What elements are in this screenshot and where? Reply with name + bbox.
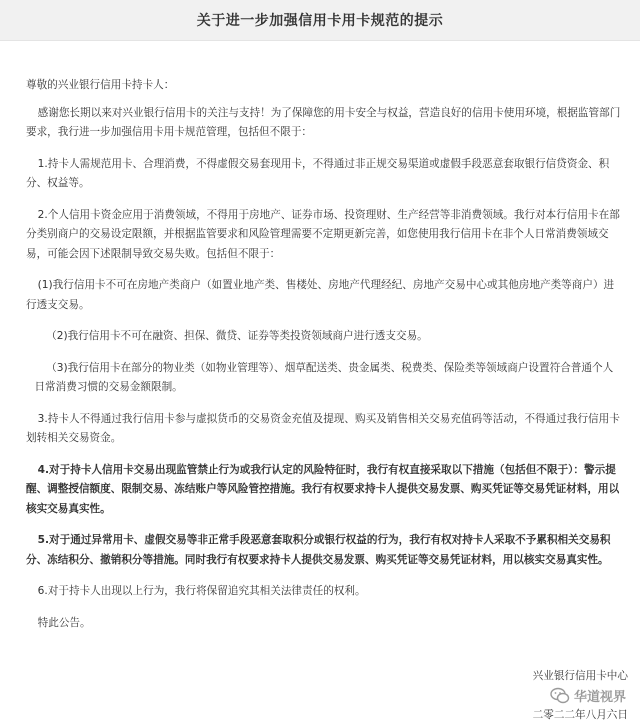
page-title: 关于进一步加强信用卡用卡规范的提示 [196, 13, 444, 29]
intro-paragraph: 感谢您长期以来对兴业银行信用卡的关注与支持！为了保障您的用卡安全与权益，营造良好的信用卡使用环境，根据监管部门要求，我行进一步加强信用卡用卡规范管理，包括但不限于： [26, 106, 621, 138]
notice-body [26, 76, 622, 645]
watermark [550, 686, 626, 705]
item-2: 2.个人信用卡资金应用于消费领域，不得用于房地产、证券市场、投资理财、生产经营等非消费领域。我行对本行信用卡在部分类别商户的交易设定限额，并根据监管要求和风险管理需要不定期更新完善，如您使用我行信用卡在非个人日常消费领域交易，可能会因下述限制导致交易失败。包括但不限于： [26, 208, 620, 260]
item-3: 3.持卡人不得通过我行信用卡参与虚拟货币的交易资金充值及提现、购买及销售相关交易充值码等活动，不得通过我行信用卡划转相关交易资金。 [26, 412, 620, 444]
issue-date: 二零二二年八月六日 [532, 709, 628, 721]
closing: 特此公告。 [37, 616, 91, 629]
item-2-1: (1)我行信用卡不可在房地产类商户（如置业地产类、售楼处、房地产代理经纪、房地产交易中心或其他房地产类等商户）进行透支交易。 [26, 279, 615, 311]
item-1: 1.持卡人需规范用卡、合理消费，不得虚假交易套现用卡，不得通过非正规交易渠道或虚假手段恶意套取银行信贷资金、积分、权益等。 [26, 157, 610, 189]
issuer-name: 兴业银行信用卡中心 [532, 670, 628, 682]
item-4: 4.对于持卡人信用卡交易出现监管禁止行为或我行认定的风险特征时，我行有权直接采取以下措施（包括但不限于）：警示提醒、调整授信额度、限制交易、冻结账户等风险管控措施。我行有权要求持卡人提供交易发票、购买凭证等交易凭证材料，用以核实交易真实性。 [26, 463, 620, 515]
item-5: 5.对于通过异常用卡、虚假交易等非正常手段恶意套取积分或银行权益的行为，我行有权对持卡人采取不予累积相关交易积分、冻结积分、撤销积分等措施。同时我行有权要求持卡人提供交易发票、购买凭证等交易凭证材料，用以核实交易真实性。 [26, 534, 611, 566]
item-6: 6.对于持卡人出现以上行为，我行将保留追究其相关法律责任的权利。 [37, 585, 366, 597]
wechat-icon [550, 687, 570, 705]
notice-header [0, 0, 640, 41]
salutation: 尊敬的兴业银行信用卡持卡人： [26, 79, 175, 91]
watermark-text: 华道视界 [573, 690, 626, 705]
item-2-3: （3)我行信用卡在部分的物业类（如物业管理等）、烟草配送类、贵金属类、税费类、保险类等领域商户设置符合普通个人日常消费习惯的交易金额限制。 [34, 361, 614, 393]
item-2-2: （2)我行信用卡不可在融资、担保、微贷、证券等类投资领域商户进行透支交易。 [46, 330, 428, 342]
